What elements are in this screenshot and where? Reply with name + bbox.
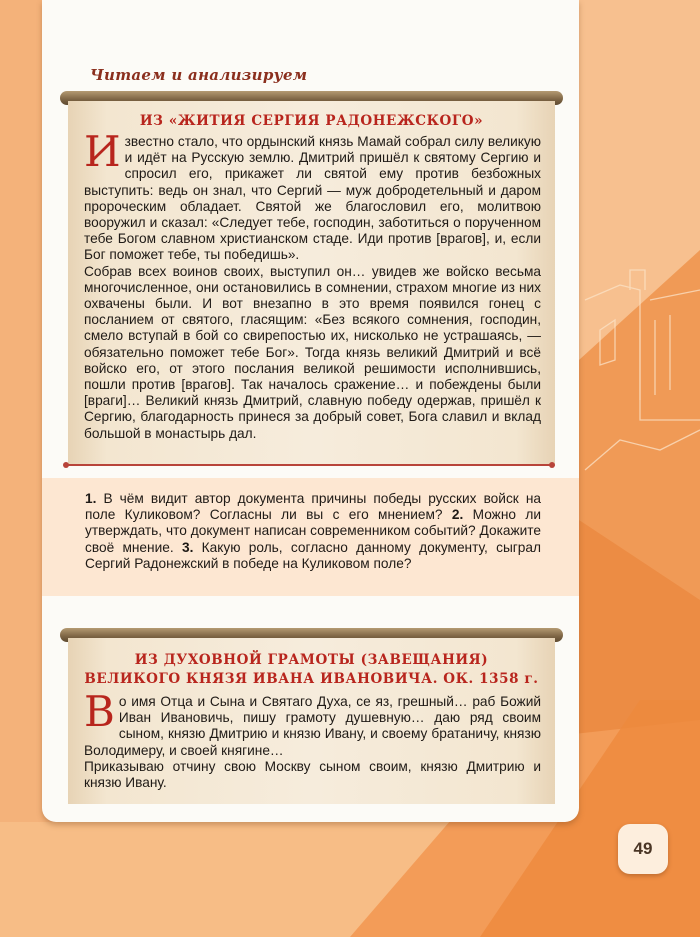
question-number: 3.: [181, 539, 194, 555]
document-2-title-line-2: ВЕЛИКОГО КНЯЗЯ ИВАНА ИВАНОВИЧА. ОК. 1358 г.: [84, 671, 539, 687]
document-1-paragraph: Собрав всех воинов своих, выступил он… увидев же войско весьма многочисленное, они остановились в сомнении, страхом многие из них охвачены были. И вот внезапно в это время появился гонец с посланием от святого, гласящим: «Без всякого сомнения, господин, смело вступай в бой со свирепостью их, нисколько не устрашаясь, — обязательно поможет тебе Бог». Тогда князь великий Дмитрий и всё войско его, от этого послания великой решимости исполнившись, пошли против [врагов]. Так началось сражение… и побеждены были [враги]… Великий князь Дмитрий, славную победу одержав, пришёл к Сергию, благодарность принеся за добрый совет, Бога славил и вклад большой в монастырь дал.: [84, 263, 541, 441]
question: В чём видит автор документа причины победы русских войск на поле Куликовом? Согласны ли вы с его мнением?: [85, 491, 541, 523]
document-2-paragraph: о имя Отца и Сына и Святаго Духа, се яз, грешный… раб Божий Иван Ивановичь, пишу грамоту душевную… даю ряд своим сыном, князю Дмитрию и князю Ивану, и своему братаничу, князю Володимеру, и своей княгине…: [84, 694, 541, 758]
document-2-text: [84, 687, 541, 791]
question-number: 1.: [85, 491, 97, 506]
document-1-title: ИЗ «ЖИТИЯ СЕРГИЯ РАДОНЕЖСКОГО»: [139, 113, 484, 129]
section-heading: Читаем и анализируем: [90, 66, 308, 84]
question-number: 2.: [451, 507, 464, 523]
document-2-paragraph: Приказываю отчину свою Москву сыном своим, князю Дмитрию и князю Ивану.: [84, 758, 541, 791]
document-1-text: [84, 127, 541, 442]
questions-text: [85, 491, 541, 572]
drop-cap: В: [84, 687, 115, 736]
question: Какую роль, согласно данному документу, сыграл Сергий Радонежский в победе на Куликовом поле?: [85, 539, 541, 571]
document-2-title-line-1: ИЗ ДУХОВНОЙ ГРАМОТЫ (ЗАВЕЩАНИЯ): [134, 652, 489, 668]
document-1-paragraph: звестно стало, что ордынский князь Мамай собрал силу великую и идёт на Русскую землю. Дмитрий пришёл к святому Сергию и спросил его, прикажет ли святой ему против безбожных выступить: ведь он знал, что Сергий — муж добродетельный и даром пророческим обладает. Святой же благословил его, молитвою вооружил и сказал: «Следует тебе, господин, заботиться о порученном тебе Богом славном христианском стаде. Иди против [врагов], и, если Бог поможет тебе, ты победишь».: [84, 134, 541, 263]
section-divider: [66, 464, 552, 466]
drop-cap: И: [84, 127, 121, 176]
page-number: 49: [618, 824, 668, 874]
question: Можно ли утверждать, что документ написан современником событий? Докажите своё мнение.: [85, 507, 541, 555]
